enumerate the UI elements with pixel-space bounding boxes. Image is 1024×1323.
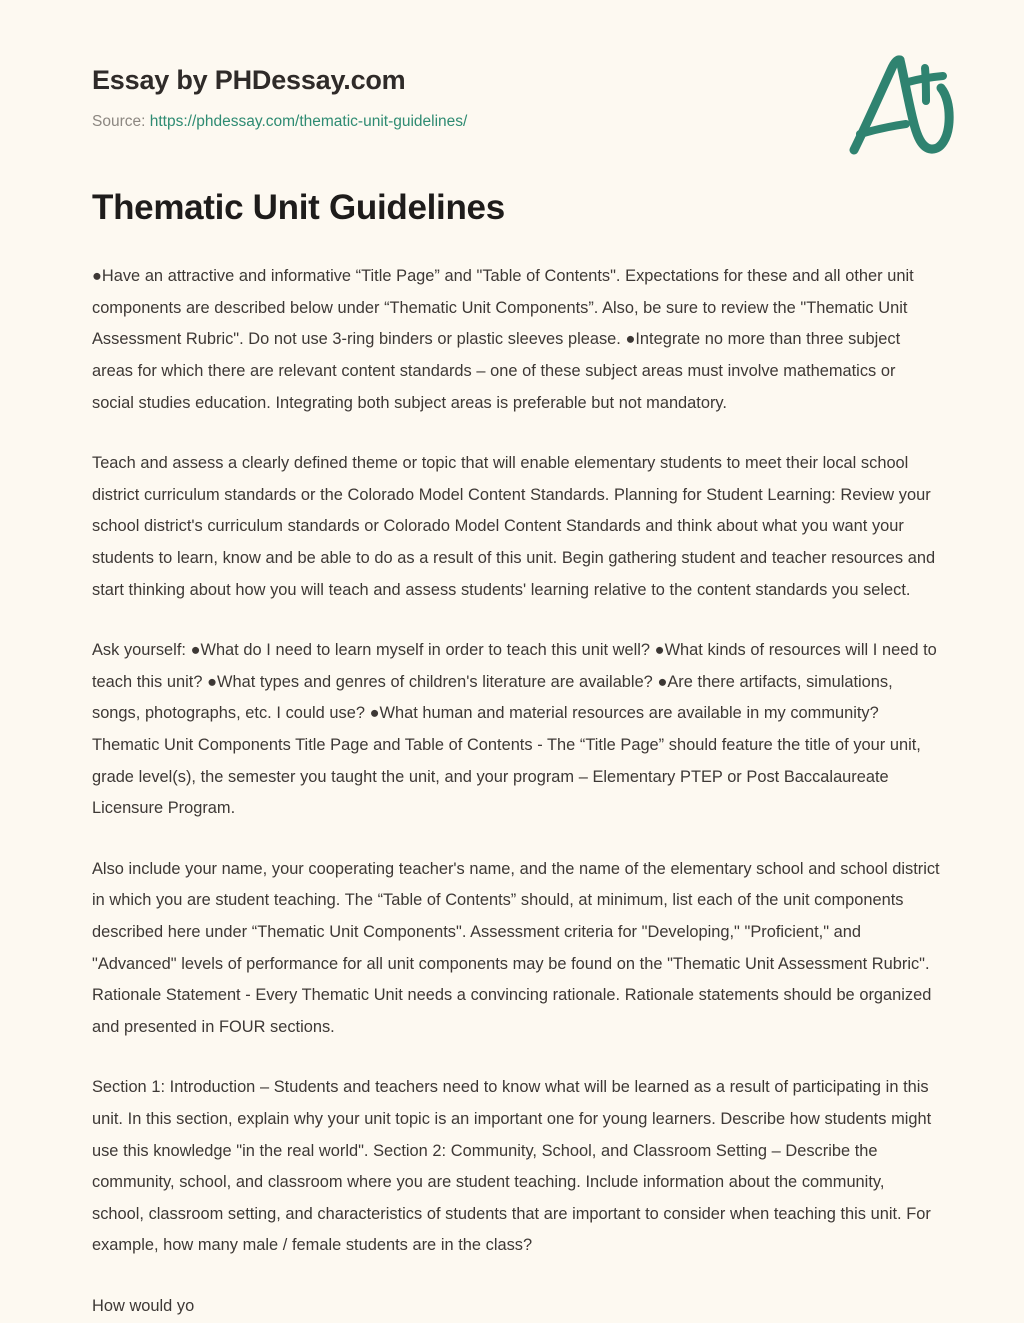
paragraph: ●Have an attractive and informative “Title Page” and "Table of Contents". Expectations for these and all other unit components are described below under “Thematic Unit Components”. Also, be sure to review the "Thematic Unit Assessment Rubric". Do not use 3-ring binders or plastic sleeves please. ●Integrate no more than three subject areas for which there are relevant content standards – one of these subject areas must involve mathematics or social studies education. Integrating both subject areas is preferable but not mandatory. <box>92 267 914 412</box>
brand-title: Essay by PHDessay.com <box>92 65 406 95</box>
source-line <box>92 113 940 132</box>
article-body <box>0 261 1024 1322</box>
paragraph-truncated: How would yo <box>92 1296 195 1315</box>
page-header <box>0 0 1024 131</box>
paragraph: Section 1: Introduction – Students and teachers need to know what will be learned as a result of participating in this unit. In this section, explain why your unit topic is an important one for young learners. Describe how students might use this knowledge "in the real world". Section 2: Community, School, and Classroom Setting – Describe the community, school, and classroom where you are student teaching. Include information about the community, school, classroom setting, and characteristics of students that are important to consider when teaching this unit. For example, how many male / female students are in the class? <box>92 1078 932 1255</box>
paragraph: Ask yourself: ●What do I need to learn myself in order to teach this unit well? ●What kinds of resources will I need to teach this unit? ●What types and genres of children's literature are available? ●Are there artifacts, simulations, songs, photographs, etc. I could use? ●What human and material resources are available in my community? Thematic Unit Components Title Page and Table of Contents - The “Title Page” should feature the title of your unit, grade level(s), the semester you taught the unit, and your program – Elementary PTEP or Post Baccalaureate Licensure Program. <box>92 641 937 818</box>
source-url-link[interactable]: https://phdessay.com/thematic-unit-guidelines/ <box>149 112 468 130</box>
source-label: Source: <box>92 112 146 130</box>
paragraph: Teach and assess a clearly defined theme or topic that will enable elementary students to meet their local school district curriculum standards or the Colorado Model Content Standards. Planning for Student Learning: Review your school district's curriculum standards or Colorado Model Content Standards and think about what you want your students to learn, know and be able to do as a result of this unit. Begin gathering student and teacher resources and start thinking about how you will teach and assess students' learning relative to the content standards you select. <box>92 454 936 599</box>
a-plus-logo <box>834 38 964 163</box>
paragraph: Also include your name, your cooperating teacher's name, and the name of the elementary school and school district in which you are student teaching. The “Table of Contents” should, at minimum, list each of the unit components described here under “Thematic Unit Components". Assessment criteria for "Developing," "Proficient," and "Advanced" levels of performance for all unit components may be found on the "Thematic Unit Assessment Rubric". Rationale Statement - Every Thematic Unit needs a convincing rationale. Rationale statements should be organized and presented in FOUR sections. <box>92 859 940 1036</box>
a-plus-icon <box>834 38 964 163</box>
page-title: Thematic Unit Guidelines <box>92 188 505 228</box>
